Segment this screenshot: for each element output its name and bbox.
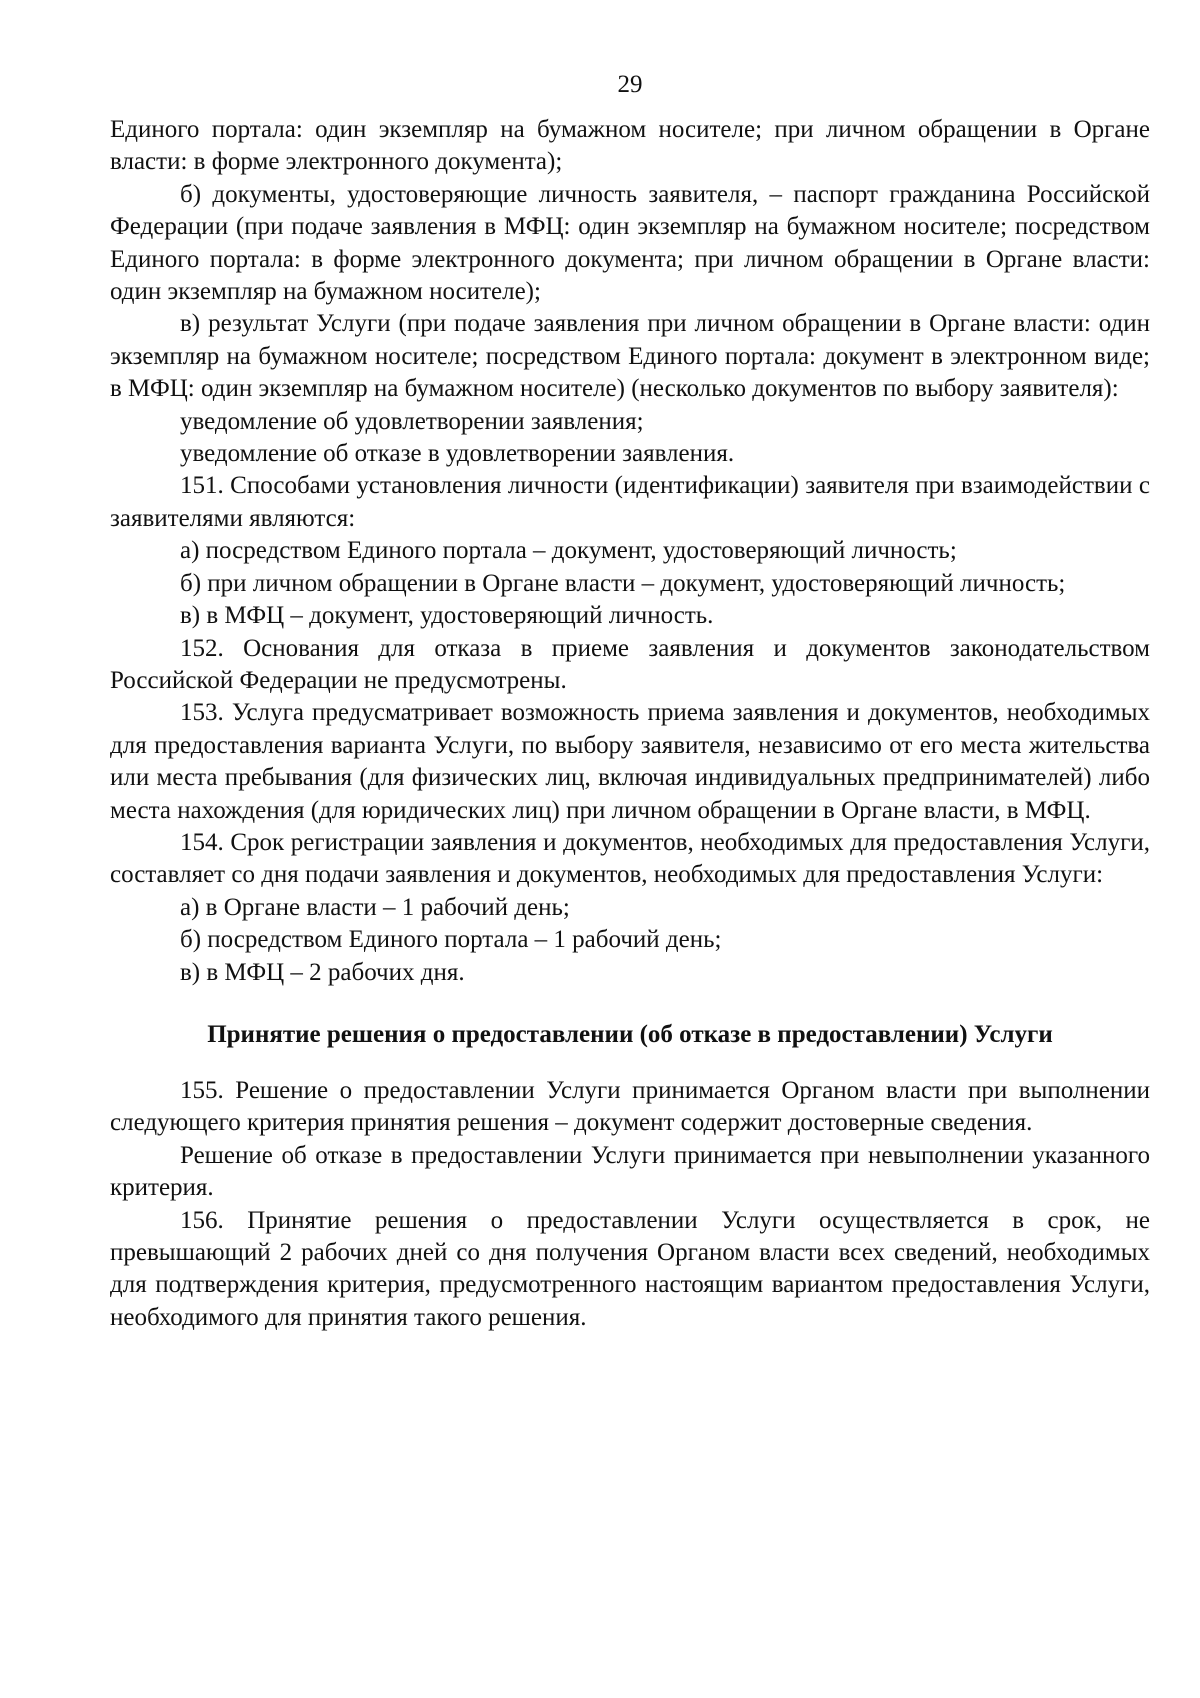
paragraph: уведомление об отказе в удовлетворении заявления. (180, 440, 735, 468)
document-page (110, 70, 1150, 1334)
paragraph: уведомление об удовлетворении заявления; (180, 407, 644, 435)
paragraph: а) в Органе власти – 1 рабочий день; (180, 893, 570, 921)
paragraph: в) результат Услуги (при подаче заявления при личном обращении в Органе власти: один экземпляр на бумажном носителе; посредством Единого портала: документ в электронном виде; в МФЦ: один экземпляр на бумажном носителе) (несколько документов по выбору заявителя): (110, 310, 1150, 403)
paragraph: Единого портала: один экземпляр на бумажном носителе; при личном обращении в Органе власти: в форме электронного документа); (110, 116, 1150, 176)
paragraph: 156. Принятие решения о предоставлении Услуги осуществляется в срок, не превышающий 2 рабочих дней со дня получения Органом власти всех сведений, необходимых для подтверждения критерия, предусмотренного настоящим вариантом предоставления Услуги, необходимого для принятия такого решения. (110, 1206, 1150, 1331)
paragraph: б) документы, удостоверяющие личность заявителя, – паспорт гражданина Российской Федерации (при подаче заявления в МФЦ: один экземпляр на бумажном носителе; посредством Единого портала: в форме электронного документа; при личном обращении в Органе власти: один экземпляр на бумажном носителе); (110, 180, 1150, 306)
section-heading: Принятие решения о предоставлении (об отказе в предоставлении) Услуги (207, 1020, 1053, 1048)
paragraph: 154. Срок регистрации заявления и документов, необходимых для предоставления Услуги, составляет со дня подачи заявления и документов, необходимых для предоставления Услуги: (110, 828, 1150, 889)
paragraph: Решение об отказе в предоставлении Услуги принимается при невыполнении указанного критерия. (110, 1141, 1150, 1202)
paragraph: в) в МФЦ – 2 рабочих дня. (180, 958, 465, 986)
page-number: 29 (617, 71, 643, 98)
paragraph: 153. Услуга предусматривает возможность приема заявления и документов, необходимых для предоставления варианта Услуги, по выбору заявителя, независимо от его места жительства или места пребывания (для физических лиц, включая индивидуальных предпринимателей) либо места нахождения (для юридических лиц) при личном обращении в Органе власти, в МФЦ. (110, 699, 1150, 824)
body-text-top (110, 114, 1150, 989)
paragraph: а) посредством Единого портала – документ, удостоверяющий личность; (180, 537, 957, 565)
paragraph: 151. Способами установления личности (идентификации) заявителя при взаимодействии с заявителями являются: (110, 472, 1150, 532)
paragraph: б) при личном обращении в Органе власти – документ, удостоверяющий личность; (180, 569, 1066, 597)
paragraph: 155. Решение о предоставлении Услуги принимается Органом власти при выполнении следующего критерия принятия решения – документ содержит достоверные сведения. (110, 1076, 1150, 1137)
paragraph: б) посредством Единого портала – 1 рабочий день; (180, 926, 722, 954)
body-text-bottom (110, 1075, 1150, 1334)
paragraph: в) в МФЦ – документ, удостоверяющий личность. (180, 602, 714, 630)
paragraph: 152. Основания для отказа в приеме заявления и документов законодательством Российской Федерации не предусмотрены. (110, 634, 1150, 694)
